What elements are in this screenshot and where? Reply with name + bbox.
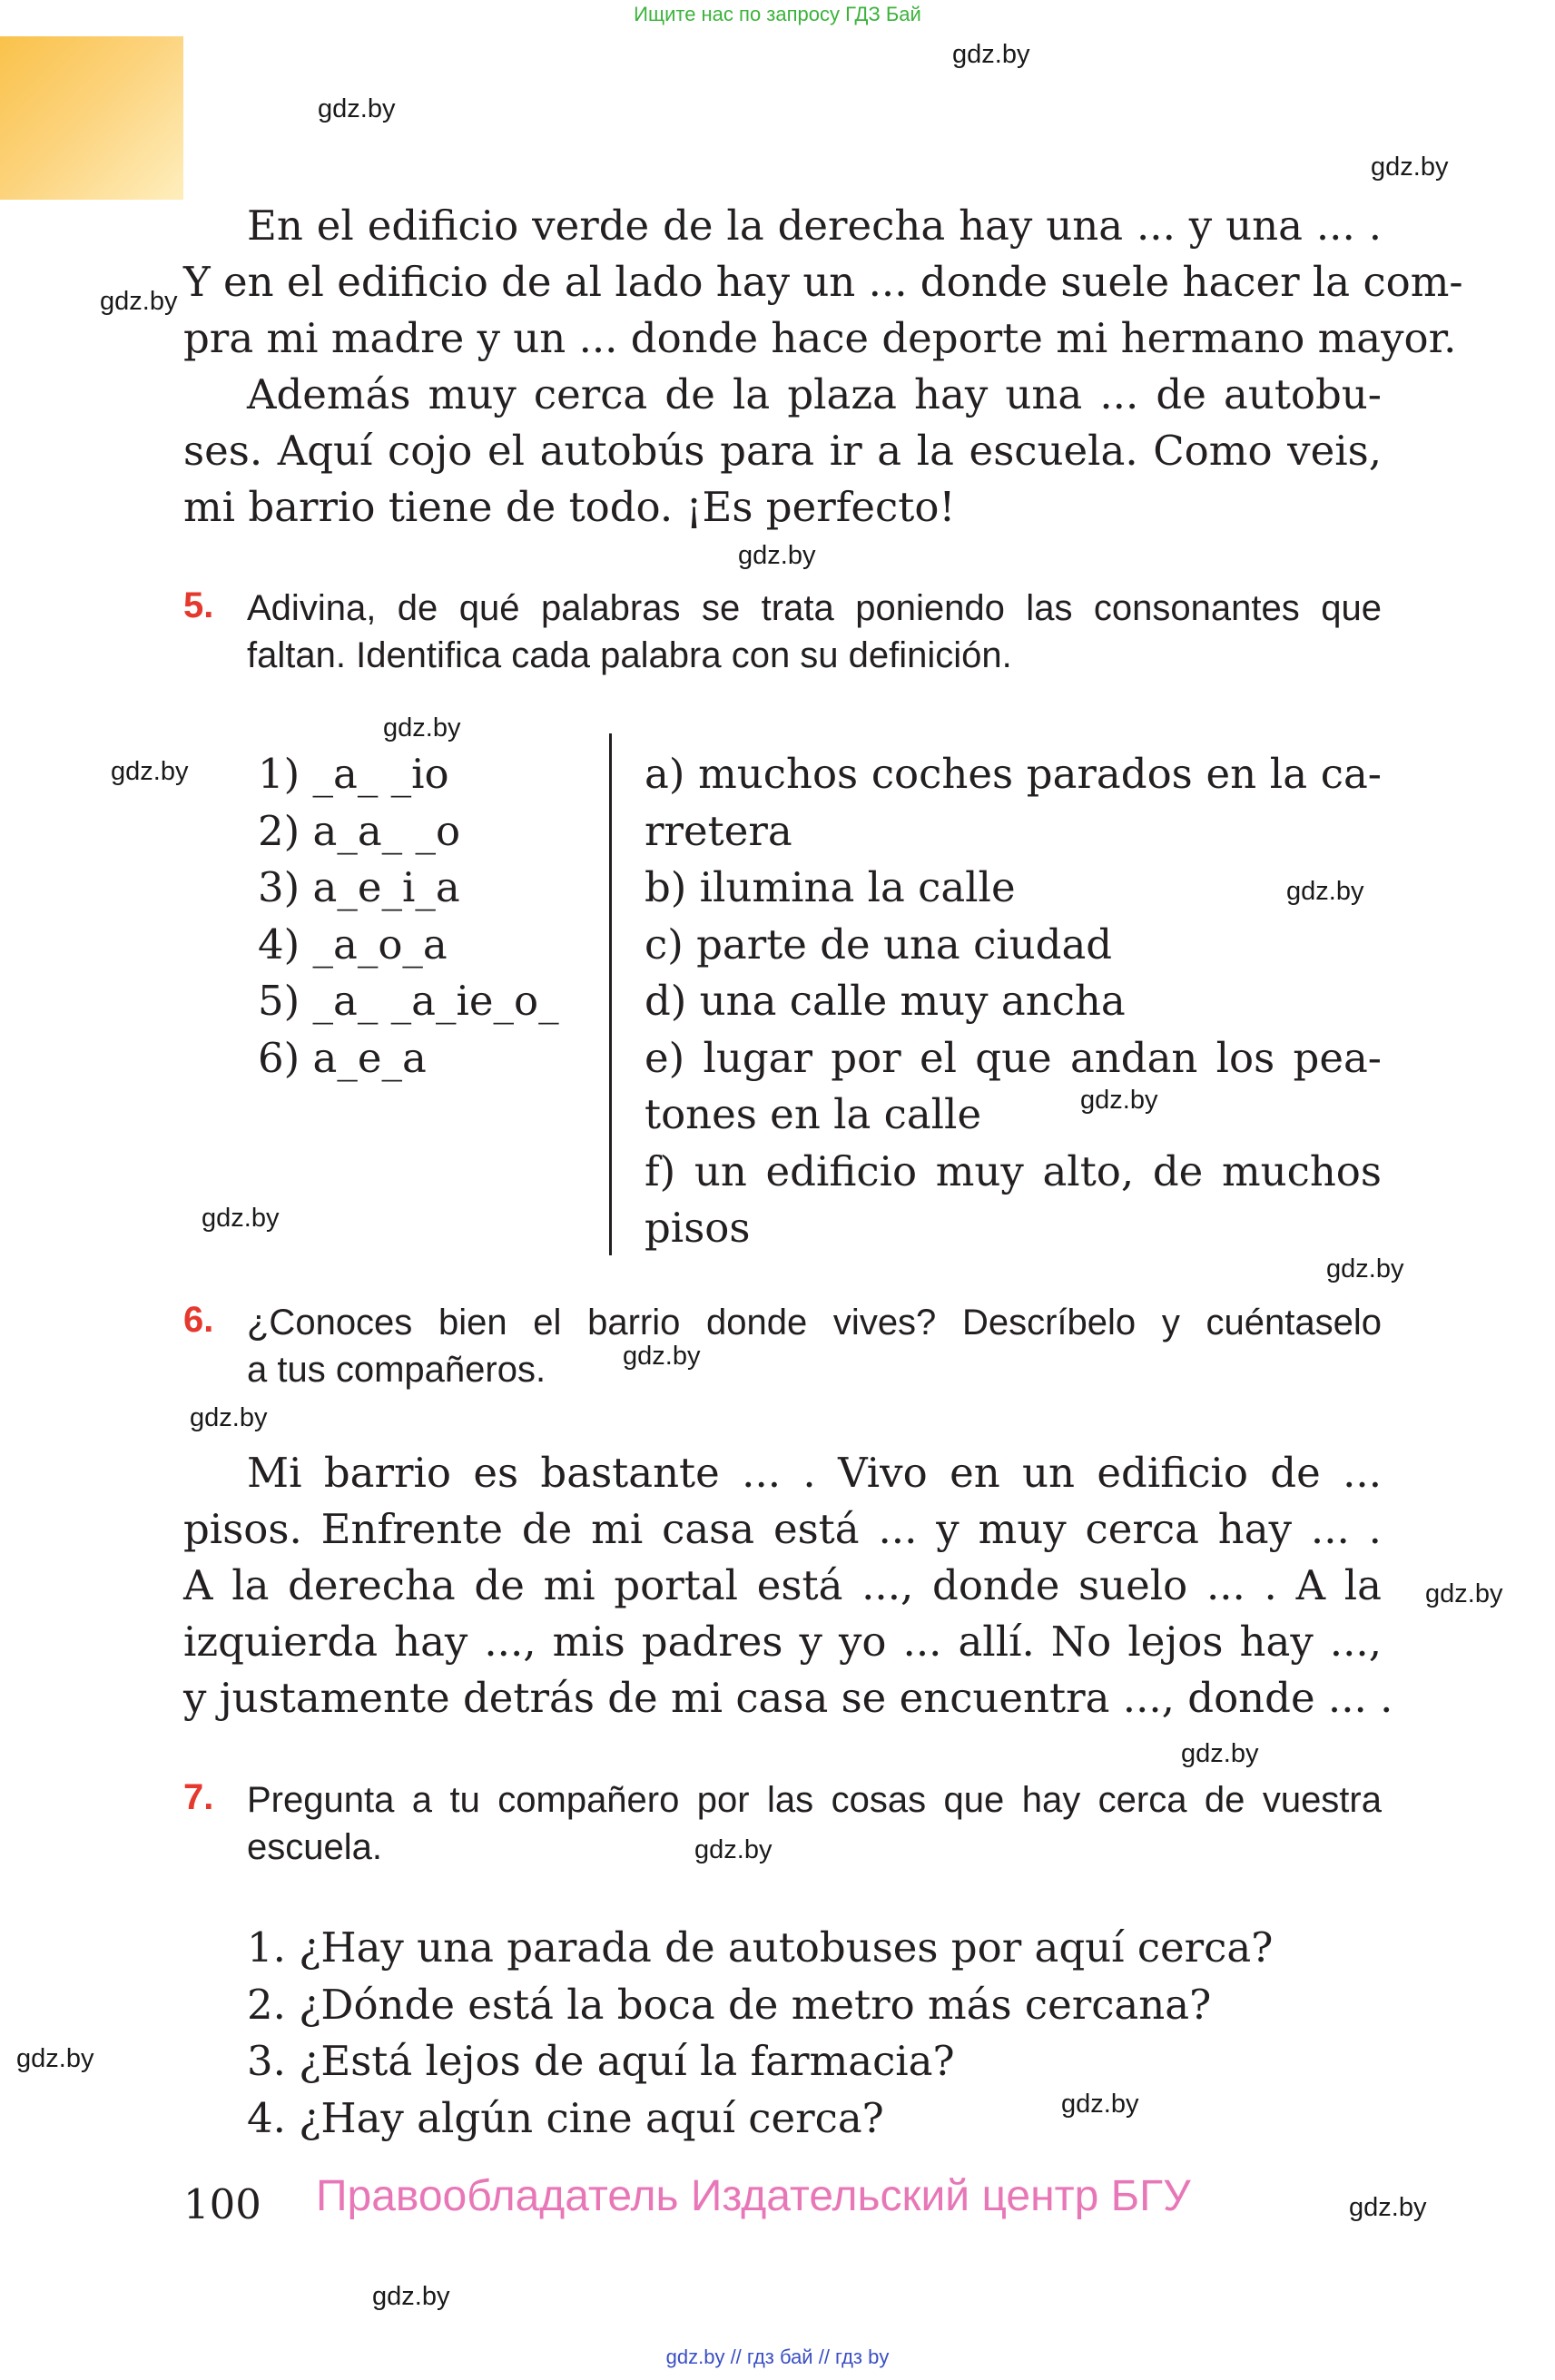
instruction-line: Pregunta a tu compañero por las cosas que hay cerca de vuestra bbox=[247, 1780, 1382, 1820]
text-line: mi barrio tiene de todo. ¡Es perfecto! bbox=[183, 483, 956, 531]
watermark: gdz.by bbox=[1080, 1086, 1158, 1115]
list-item: rretera bbox=[645, 806, 792, 855]
watermark: gdz.by bbox=[16, 2044, 94, 2073]
definition-list bbox=[645, 746, 1382, 1257]
list-item: 4) _a_o_a bbox=[258, 920, 448, 969]
list-item: e) lugar por el que andan los pea- bbox=[645, 1033, 1382, 1082]
watermark: gdz.by bbox=[952, 40, 1030, 69]
watermark: gdz.by bbox=[111, 757, 189, 786]
watermark: gdz.by bbox=[738, 541, 816, 570]
watermark: gdz.by bbox=[1181, 1739, 1259, 1768]
watermark: gdz.by bbox=[1349, 2193, 1427, 2222]
exercise-7-instruction bbox=[247, 1776, 1382, 1871]
watermark: gdz.by bbox=[202, 1204, 280, 1233]
list-item: a) muchos coches parados en la ca- bbox=[645, 750, 1382, 798]
list-item: 1. ¿Hay una parada de autobuses por aquí cerca? bbox=[247, 1923, 1274, 1972]
page-number: 100 bbox=[183, 2180, 261, 2228]
list-item: 2) a_a_ _o bbox=[258, 806, 461, 855]
watermark: gdz.by bbox=[623, 1342, 701, 1371]
watermark: gdz.by bbox=[318, 94, 396, 123]
reading-paragraph bbox=[183, 198, 1463, 536]
list-item: 3) a_e_i_a bbox=[258, 863, 460, 911]
watermark: gdz.by bbox=[694, 1835, 773, 1864]
text-line: pisos. Enfrente de mi casa está ... y muy cerca hay ... . bbox=[183, 1505, 1382, 1553]
text-line: Mi barrio es bastante ... . Vivo en un edificio de ... bbox=[247, 1449, 1382, 1497]
exercise-6-instruction bbox=[247, 1299, 1382, 1393]
exercise-5-number: 5. bbox=[183, 585, 214, 625]
list-item: 6) a_e_a bbox=[258, 1033, 427, 1082]
column-divider bbox=[609, 733, 612, 1255]
instruction-line: a tus compañeros. bbox=[247, 1350, 546, 1390]
watermark: gdz.by bbox=[372, 2282, 450, 2311]
watermark: gdz.by bbox=[1061, 2090, 1139, 2119]
list-item: 4. ¿Hay algún cine aquí cerca? bbox=[247, 2093, 884, 2142]
list-item: b) ilumina la calle bbox=[645, 863, 1016, 911]
copyright-notice: Правообладатель Издательский центр БГУ bbox=[316, 2172, 1191, 2220]
list-item: c) parte de una ciudad bbox=[645, 920, 1113, 969]
text-line: En el edificio verde de la derecha hay una ... y una ... . bbox=[247, 202, 1382, 250]
exercise-7-number: 7. bbox=[183, 1777, 214, 1817]
list-item: 1) _a_ _io bbox=[258, 750, 449, 798]
instruction-line: faltan. Identifica cada palabra con su definición. bbox=[247, 635, 1012, 675]
corner-decoration bbox=[0, 36, 183, 200]
text-line: Y en el edificio de al lado hay un ... donde suele hacer la com- bbox=[183, 258, 1463, 306]
instruction-line: ¿Conoces bien el barrio donde vives? Descríbelo y cuéntaselo bbox=[247, 1303, 1382, 1342]
watermark: gdz.by bbox=[190, 1403, 268, 1432]
watermark: gdz.by bbox=[1286, 877, 1364, 906]
text-line: Además muy cerca de la plaza hay una ... de autobu- bbox=[247, 370, 1382, 418]
list-item: f) un edificio muy alto, de muchos bbox=[645, 1146, 1382, 1195]
watermark: gdz.by bbox=[383, 713, 461, 743]
list-item: d) una calle muy ancha bbox=[645, 977, 1126, 1025]
list-item: tones en la calle bbox=[645, 1090, 982, 1138]
list-item: 2. ¿Dónde está la boca de metro más cercana? bbox=[247, 1980, 1212, 2029]
question-list bbox=[247, 1920, 1273, 2147]
exercise-5-instruction bbox=[247, 585, 1382, 679]
text-line: ses. Aquí cojo el autobús para ir a la escuela. Como veis, bbox=[183, 427, 1382, 475]
model-text bbox=[183, 1445, 1393, 1726]
instruction-line: Adivina, de qué palabras se trata poniendo las consonantes que bbox=[247, 588, 1382, 628]
list-item: 3. ¿Está lejos de aquí la farmacia? bbox=[247, 2037, 955, 2085]
top-banner[interactable]: Ищите нас по запросу ГДЗ Бай bbox=[634, 3, 921, 25]
word-list bbox=[258, 746, 559, 1087]
text-line: pra mi madre y un ... donde hace deporte mi hermano mayor. bbox=[183, 314, 1457, 362]
instruction-line: escuela. bbox=[247, 1827, 382, 1867]
watermark: gdz.by bbox=[100, 287, 178, 316]
watermark: gdz.by bbox=[1425, 1579, 1503, 1608]
text-line: y justamente detrás de mi casa se encuentra ..., donde ... . bbox=[183, 1674, 1393, 1722]
watermark: gdz.by bbox=[1371, 152, 1449, 182]
bottom-links[interactable]: gdz.by // гдз бай // гдз by bbox=[665, 2346, 890, 2368]
list-item: 5) _a_ _a_ie_o_ bbox=[258, 977, 559, 1025]
text-line: izquierda hay ..., mis padres y yo ... allí. No lejos hay ..., bbox=[183, 1618, 1382, 1666]
list-item: pisos bbox=[645, 1204, 751, 1252]
text-line: A la derecha de mi portal está ..., donde suelo ... . A la bbox=[183, 1561, 1382, 1609]
exercise-6-number: 6. bbox=[183, 1300, 214, 1340]
watermark: gdz.by bbox=[1326, 1254, 1404, 1283]
